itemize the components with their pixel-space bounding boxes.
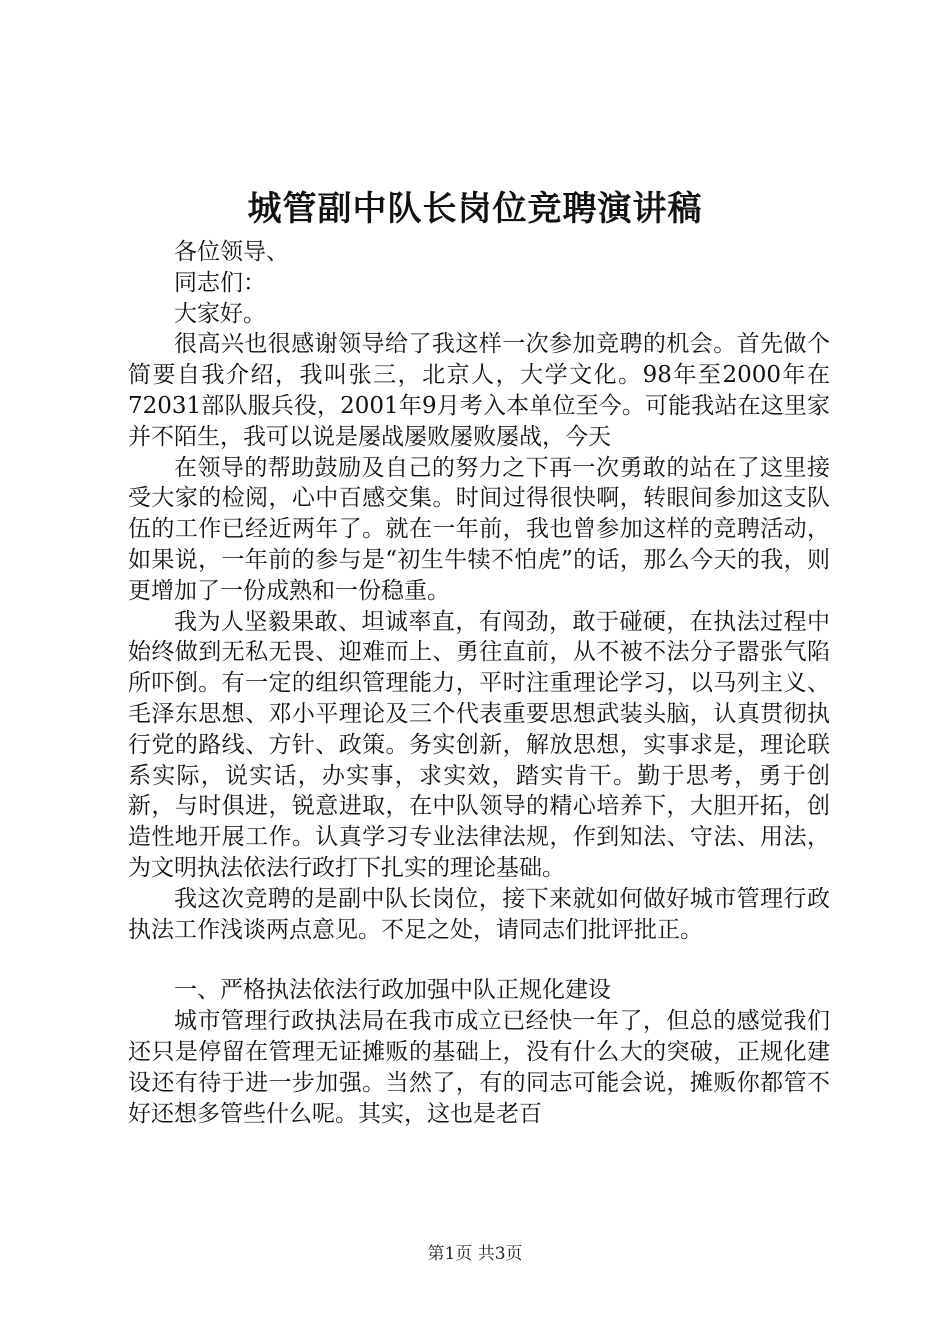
- body-paragraph: 很高兴也很感谢领导给了我这样一次参加竞聘的机会。首先做个简要自我介绍，我叫张三，北京人，大学文化。98年至2000年在72031部队服兵役，2001年9月考入本单位至今。可能我站在这里家并不陌生，我可以说是屡战屡败屡败屡战，今天: [128, 331, 830, 450]
- document-title: 城管副中队长岗位竞聘演讲稿: [247, 189, 703, 229]
- salutation-line: 同志们：: [174, 269, 266, 296]
- body-paragraph: 我为人坚毅果敢、坦诚率直，有闯劲，敢于碰硬，在执法过程中始终做到无私无畏、迎难而上、勇往直前，从不被不法分子嚣张气陷所吓倒。有一定的组织管理能力，平时注重理论学习，以马列主义、毛泽东思想、邓小平理论及三个代表重要思想武装头脑，认真贯彻执行党的路线、方针、政策。务实创新，解放思想，实事求是，理论联系实际，说实话，办实事，求实效，踏实肯干。勤于思考，勇于创新，与时俱进，锐意进取，在中队领导的精心培养下，大胆开拓，创造性地开展工作。认真学习专业法律法规，作到知法、守法、用法，为文明执法依法行政打下扎实的理论基础。: [128, 608, 830, 881]
- salutation-line: 大家好。: [174, 300, 266, 327]
- salutation-line: 各位领导、: [174, 239, 289, 265]
- body-paragraph: 城市管理行政执法局在我市成立已经快一年了，但总的感觉我们还只是停留在管理无证摊贩的基础上，没有什么大的突破，正规化建设还有待于进一步加强。当然了，有的同志可能会说，摊贩你都管不好还想多管些什么呢。其实，这也是老百: [128, 1008, 830, 1127]
- body-paragraph: 我这次竞聘的是副中队长岗位，接下来就如何做好城市管理行政执法工作浅谈两点意见。不足之处，请同志们批评批正。: [128, 885, 830, 943]
- page-number-footer: 第1页 共3页: [427, 1244, 523, 1264]
- document-body: [128, 237, 830, 1129]
- paragraph-spacer: [128, 945, 830, 975]
- section-heading: 一、严格执法依法行政加强中队正规化建设: [174, 977, 611, 1004]
- body-paragraph: 在领导的帮助鼓励及自己的努力之下再一次勇敢的站在了这里接受大家的检阅，心中百感交集。时间过得很快啊，转眼间参加这支队伍的工作已经近两年了。就在一年前，我也曾参加这样的竞聘活动，如果说，一年前的参与是“初生牛犊不怕虎”的话，那么今天的我，则更增加了一份成熟和一份稳重。: [128, 454, 830, 604]
